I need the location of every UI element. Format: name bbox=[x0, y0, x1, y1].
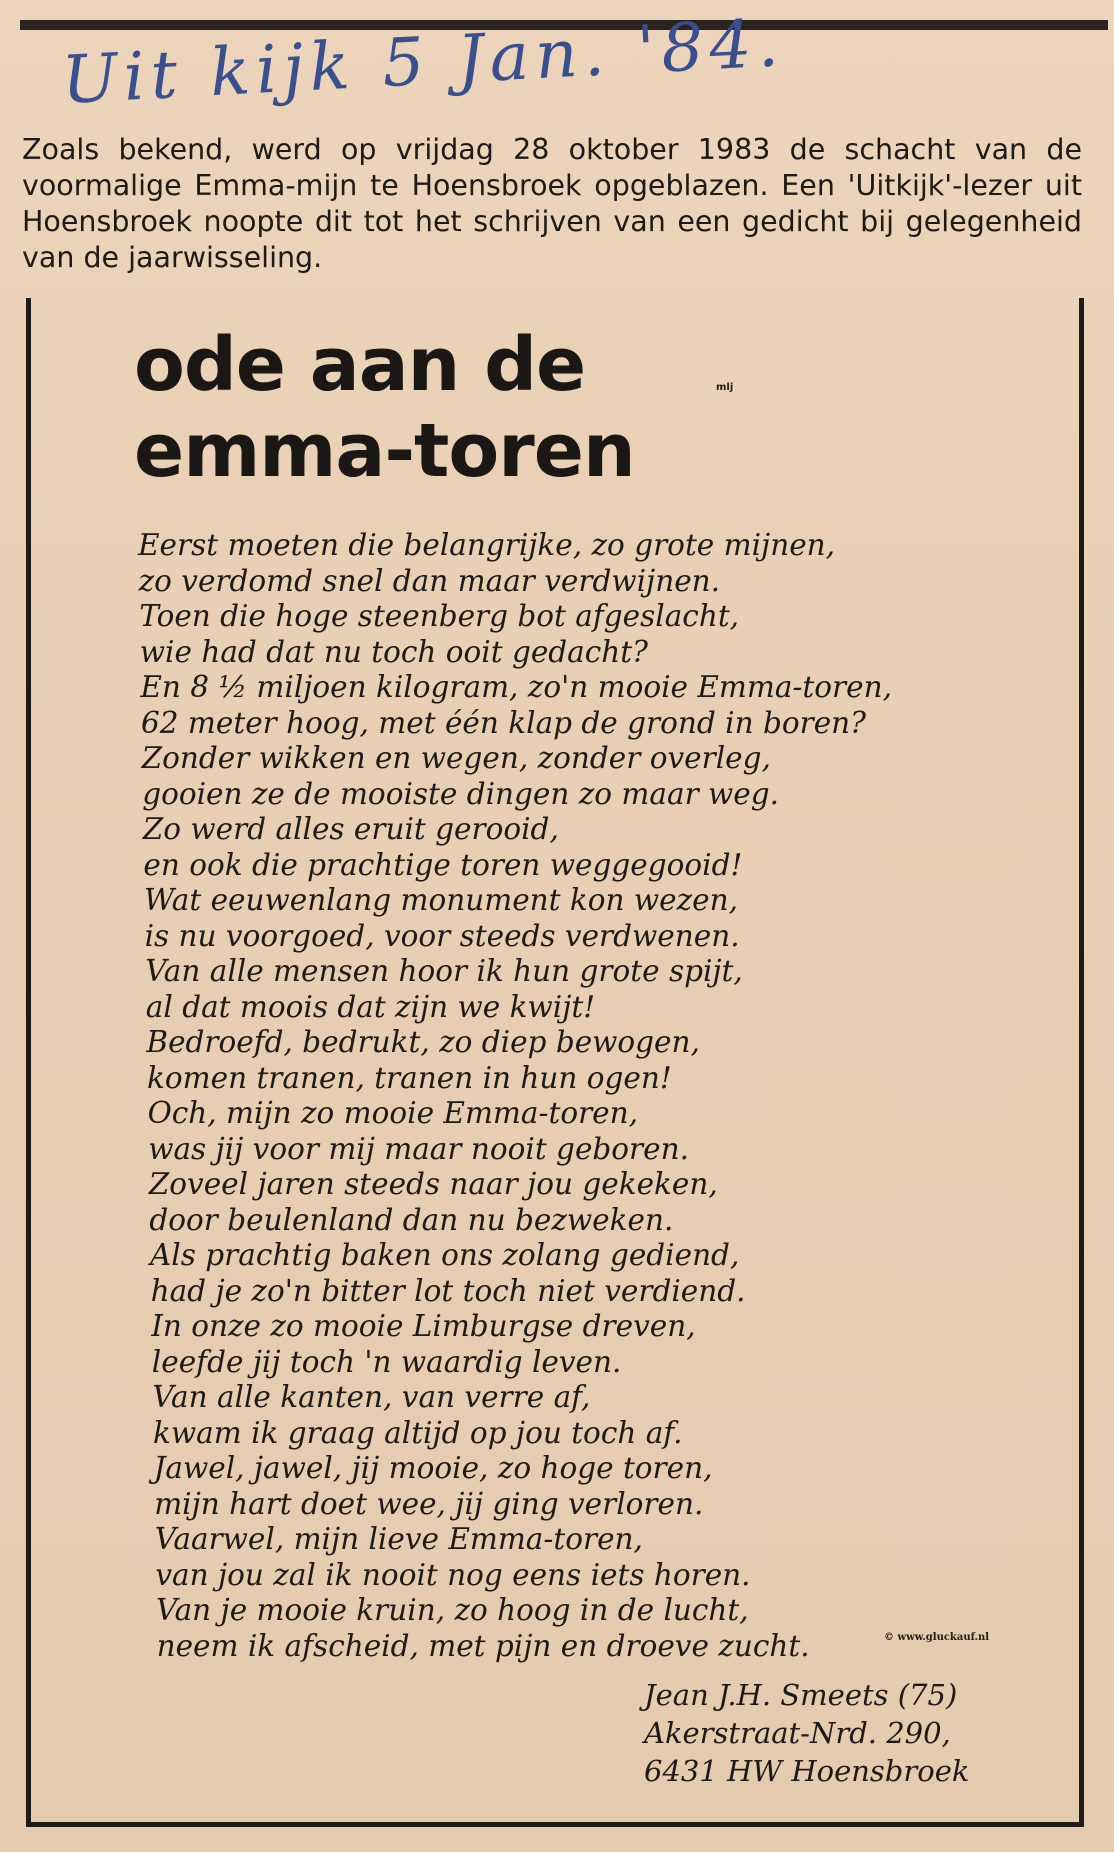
poem-line: Jawel, jawel, jij mooie, zo hoge toren, bbox=[153, 1451, 713, 1485]
poem-line: en ook die prachtige toren weggegooid! bbox=[143, 847, 743, 882]
poem-line: gooien ze de mooiste dingen zo maar weg. bbox=[142, 776, 780, 811]
signature-name: Jean J.H. Smeets (75) bbox=[644, 1678, 958, 1712]
title-mark: mlj bbox=[716, 382, 734, 393]
signature bbox=[644, 1676, 969, 1790]
poem-line: kwam ik graag altijd op jou toch af. bbox=[153, 1415, 683, 1450]
poem-line: Wat eeuwenlang monument kon wezen, bbox=[144, 883, 738, 917]
signature-city: 6431 HW Hoensbroek bbox=[644, 1754, 970, 1788]
poem-line: was jij voor mij maar nooit geboren. bbox=[148, 1131, 689, 1166]
article-title bbox=[134, 322, 834, 494]
poem-line: Och, mijn zo mooie Emma-toren, bbox=[147, 1096, 639, 1130]
poem-line: mijn hart doet wee, jij ging verloren. bbox=[154, 1486, 704, 1521]
signature-street: Akerstraat-Nrd. 290, bbox=[644, 1716, 951, 1750]
title-line-1: ode aan de bbox=[134, 322, 586, 408]
poem-line: En 8 ½ miljoen kilogram, zo'n mooie Emma-toren, bbox=[140, 670, 892, 704]
title-line-2: emma-toren bbox=[134, 408, 635, 494]
poem bbox=[138, 528, 998, 1664]
poem-line: al dat moois dat zijn we kwijt! bbox=[145, 989, 596, 1024]
poem-line: is nu voorgoed, voor steeds verdwenen. bbox=[144, 918, 740, 953]
poem-line: zo verdomd snel dan maar verdwijnen. bbox=[138, 563, 721, 598]
poem-line: Van je mooie kruin, zo hoog in de lucht, bbox=[156, 1593, 749, 1627]
poem-line: komen tranen, tranen in hun ogen! bbox=[147, 1060, 672, 1095]
poem-line: Van alle mensen hoor ik hun grote spijt, bbox=[145, 954, 743, 988]
poem-line: Vaarwel, mijn lieve Emma-toren, bbox=[154, 1522, 643, 1556]
poem-line: Bedroefd, bedrukt, zo diep bewogen, bbox=[146, 1025, 700, 1059]
poem-line: door beulenland dan nu bezweken. bbox=[149, 1202, 674, 1237]
poem-line: leefde jij toch 'n waardig leven. bbox=[151, 1344, 622, 1379]
poem-line: Toen die hoge steenberg bot afgeslacht, bbox=[139, 599, 740, 633]
copyright-note: © www.gluckauf.nl bbox=[884, 1632, 990, 1643]
poem-line: 62 meter hoog, met één klap de grond in boren? bbox=[141, 705, 866, 740]
poem-line: Van alle kanten, van verre af, bbox=[152, 1380, 591, 1414]
poem-line: Zonder wikken en wegen, zonder overleg, bbox=[141, 741, 771, 775]
poem-line: van jou zal ik nooit nog eens iets horen. bbox=[155, 1557, 751, 1592]
handwritten-note: Uit kijk 5 Jan. '84. bbox=[59, 4, 787, 119]
poem-line: Als prachtig baken ons zolang gediend, bbox=[150, 1238, 740, 1272]
poem-line: neem ik afscheid, met pijn en droeve zucht. bbox=[156, 1628, 810, 1663]
poem-line: Zo werd alles eruit gerooid, bbox=[142, 812, 559, 846]
poem-line: Eerst moeten die belangrijke, zo grote mijnen, bbox=[138, 528, 836, 562]
poem-line: Zoveel jaren steeds naar jou gekeken, bbox=[148, 1167, 718, 1201]
poem-line: had je zo'n bitter lot toch niet verdiend. bbox=[150, 1273, 746, 1308]
poem-line: wie had dat nu toch ooit gedacht? bbox=[139, 634, 648, 669]
intro-paragraph: Zoals bekend, werd op vrijdag 28 oktober 1983 de schacht van de voormalige Emma-mijn te Hoensbroek opgeblazen. Een 'Uitkijk'-lezer uit Hoensbroek noopte dit tot het schrijven van een gedicht bij gelegenheid van de jaarwisseling. bbox=[22, 133, 1082, 274]
poem-line: In onze zo mooie Limburgse dreven, bbox=[151, 1309, 696, 1343]
